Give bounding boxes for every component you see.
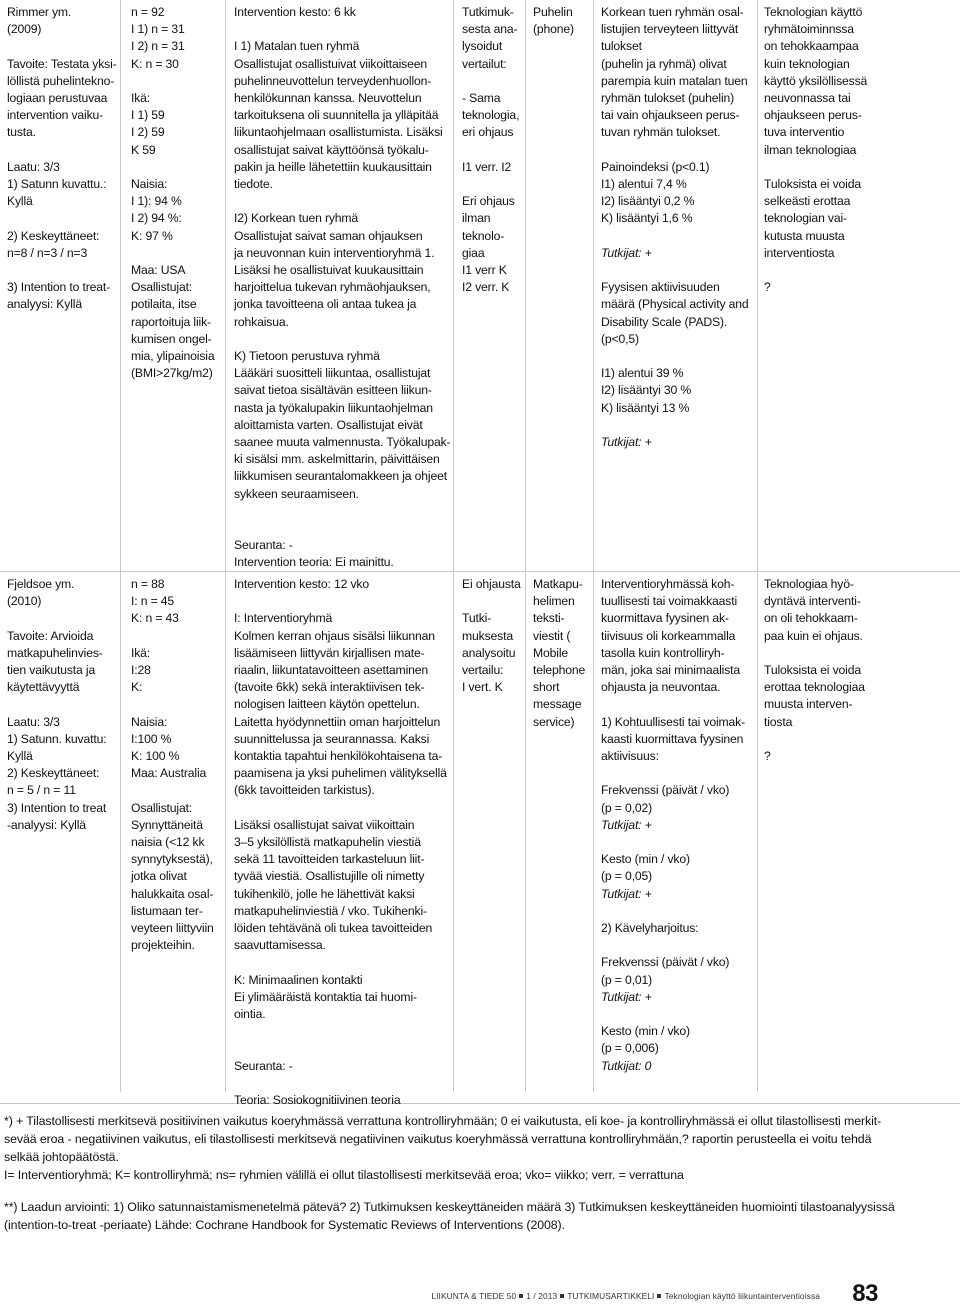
cell-line: vertailu: <box>462 663 504 677</box>
footnotes <box>4 1112 954 1234</box>
row1-technology-cell <box>533 4 574 38</box>
cell-line: helimen <box>533 594 575 609</box>
cell-line: -analyysi: Kyllä <box>7 817 86 832</box>
row2-technology-cell <box>533 576 585 731</box>
cell-line: Tavoite: Testata yksi- <box>7 56 117 71</box>
cell-line <box>234 1040 447 1057</box>
cell-line: Ikä: <box>131 91 151 105</box>
cell-line: teknologian vai- <box>764 211 847 226</box>
cell-line: Kyllä <box>7 749 33 763</box>
cell-line: män, joka sai minimaalista <box>601 663 741 678</box>
cell-line <box>764 731 865 748</box>
cell-line: 3) Intention to treat- <box>7 280 111 295</box>
row1-conclusion-cell <box>764 4 867 296</box>
cell-line <box>131 245 214 262</box>
cell-line: (p = 0,006) <box>601 1041 659 1056</box>
cell-line: 1) Satunn kuvattu.: <box>7 177 107 191</box>
cell-line: K: 100 % <box>131 749 180 763</box>
cell-line: ? <box>764 280 771 295</box>
cell-line: Tutkijat: 0 <box>601 1058 652 1073</box>
cell-line: on oli tehokkaam- <box>764 611 858 626</box>
cell-line: I1) alentui 7,4 % <box>601 177 687 192</box>
cell-line: Ei ohjausta <box>462 577 521 591</box>
cell-line: K) Tietoon perustuva ryhmä <box>234 349 380 364</box>
cell-line: naisia (<12 kk <box>131 835 205 849</box>
cell-line: Intervention kesto: 6 kk <box>234 5 356 19</box>
cell-line: Lisäksi osallistujat saivat viikoittain <box>234 817 415 832</box>
cell-line: 2) Kävelyharjoitus: <box>601 921 699 935</box>
cell-line: Tutkimuk- <box>462 5 514 19</box>
cell-line <box>131 696 214 713</box>
column-divider <box>120 0 121 1092</box>
cell-line <box>234 593 447 610</box>
cell-line <box>131 628 214 645</box>
cell-line: I2 verr. K <box>462 280 510 295</box>
cell-line: Tuloksista ei voida <box>764 177 861 192</box>
cell-line: Osallistujat: <box>131 800 193 815</box>
cell-line: Tuloksista ei voida <box>764 663 861 677</box>
cell-line: Tutki- <box>462 611 492 626</box>
cell-line: Fyysisen aktiivisuuden <box>601 280 720 295</box>
cell-line: (BMI>27kg/m2) <box>131 366 213 381</box>
cell-line: Laitetta hyödynnettiin oman harjoittelun <box>234 714 441 729</box>
cell-line: nasta ja työkalupakin liikuntaohjelman <box>234 400 433 415</box>
cell-line: K: n = 30 <box>131 56 179 71</box>
cell-line <box>234 520 450 537</box>
cell-line: logiaan perustuvaa <box>7 91 108 105</box>
cell-line <box>764 262 867 279</box>
page-number: 83 <box>852 1280 878 1307</box>
cell-line <box>234 1023 447 1040</box>
cell-line: selkeästi erottaa <box>764 194 851 209</box>
cell-line: lisäämiseen liittyvän kirjallisen mate- <box>234 645 425 660</box>
cell-line: listujien terveyteen liittyvät <box>601 22 739 37</box>
cell-line: Matkapu- <box>533 577 583 591</box>
cell-line: tuullisesti tai voimakkaasti <box>601 594 738 609</box>
cell-line <box>601 417 749 434</box>
cell-line: saivat tietoa sisältävän esitteen liikun- <box>234 383 432 398</box>
cell-line: I1) alentui 39 % <box>601 366 684 381</box>
cell-line: Osallistujat osallistuivat viikoittaiseen <box>234 56 427 71</box>
cell-line: kumisen ongel- <box>131 331 212 346</box>
journal-issue: 1 / 2013 <box>526 1291 558 1301</box>
cell-line: Osallistujat: <box>131 280 193 295</box>
cell-line: Ei ylimääräistä kontaktia tai huomi- <box>234 989 417 1004</box>
cell-line: 3–5 yksilöllistä matkapuhelin viestiä <box>234 835 421 850</box>
cell-line: Eri ohjaus <box>462 194 515 209</box>
cell-line: osallistujat saivat käyttöönsä työkalu- <box>234 142 429 157</box>
cell-line: neuvonnassa tai <box>764 91 851 106</box>
cell-line: kaasti kuormittava fyysinen <box>601 731 744 746</box>
cell-line: liikkumisen seurantalomakkeen ja ohjeet <box>234 469 447 484</box>
cell-line: vertailut: <box>462 56 507 71</box>
cell-line: telephone <box>533 663 586 678</box>
cell-line: mia, ylipainoisia <box>131 349 215 364</box>
column-divider <box>593 0 594 1092</box>
cell-line: tiivisuus oli korkeammalla <box>601 628 736 643</box>
cell-line: Intervention kesto: 12 vko <box>234 577 369 591</box>
cell-line: (phone) <box>533 22 574 37</box>
cell-line <box>462 593 521 610</box>
cell-line: Tutkijat: + <box>601 989 652 1004</box>
row2-study-cell <box>7 576 106 834</box>
cell-line: paa kuin ei ohjaus. <box>764 628 863 643</box>
cell-line: K: 97 % <box>131 228 173 243</box>
cell-line: on tehokkaampaa <box>764 39 859 54</box>
cell-line: Osallistujat saivat saman ohjauksen <box>234 228 423 243</box>
column-divider <box>525 0 526 1092</box>
cell-line: I 2) n = 31 <box>131 39 185 54</box>
cell-line: K: <box>131 680 143 695</box>
cell-line: (p = 0,05) <box>601 869 653 884</box>
cell-line: Lääkäri suositteli liikuntaa, osallistujat <box>234 366 431 381</box>
cell-line: (tavoite 6kk) sekä interaktiivisen tek- <box>234 680 425 695</box>
cell-line <box>601 1006 745 1023</box>
row-divider <box>0 571 960 572</box>
cell-line: I2) lisääntyi 0,2 % <box>601 194 695 209</box>
cell-line: aktiivisuus: <box>601 749 659 764</box>
cell-line: ohjausta ja neuvontaa. <box>601 680 721 695</box>
cell-line: 2) Keskeyttäneet: <box>7 766 100 781</box>
cell-line: (p<0,5) <box>601 331 639 346</box>
cell-line: määrä (Physical activity and <box>601 297 749 312</box>
cell-line: matkapuhelinviestiä / vko. Tukihenki- <box>234 903 427 918</box>
cell-line: löiden tehtävänä oli tukea tavoitteiden <box>234 921 433 936</box>
cell-line: Maa: Australia <box>131 766 207 781</box>
cell-line: n = 92 <box>131 5 165 19</box>
cell-line: potilaita, itse <box>131 297 197 312</box>
row1-participants-cell <box>131 4 214 382</box>
cell-line: pakin ja heille lähetettiin kuukausittain <box>234 159 432 174</box>
cell-line: Ikä: <box>131 645 151 660</box>
bullet-icon <box>519 1294 523 1298</box>
footnote-line: I= Interventioryhmä; K= kontrolliryhmä; ns= ryhmien välillä ei ollut tilastollisesti merkitsevää eroa; vko= viikko; verr. = verrattuna <box>4 1168 684 1182</box>
cell-line: I 2) 94 %: <box>131 211 182 226</box>
row1-results-cell <box>601 4 749 451</box>
cell-line: message <box>533 697 582 712</box>
bullet-icon <box>657 1294 661 1298</box>
cell-line: jotka olivat <box>131 869 187 884</box>
cell-line: Mobile <box>533 645 569 660</box>
section-name: TUTKIMUSARTIKKELI <box>567 1291 655 1301</box>
cell-line <box>601 696 745 713</box>
cell-line <box>234 331 450 348</box>
cell-line: erottaa teknologiaa <box>764 680 865 695</box>
cell-line: Laatu: 3/3 <box>7 714 60 729</box>
cell-line: Kesto (min / vko) <box>601 852 690 867</box>
cell-line: Intervention teoria: Ei mainittu. <box>234 555 394 570</box>
footnote-line: sevää eroa - negatiivinen vaikutus, eli tilastollisesti merkitsevä negatiivinen vaikutus koeryhmässä verrattuna kontrolliryhmään,? raportin perusteella ei voitu tehdä <box>4 1132 872 1146</box>
cell-line: ointia. <box>234 1007 266 1022</box>
cell-line: kontaktia tapahtui henkilökohtaisena ta- <box>234 749 443 764</box>
cell-line: löllistä puhelintekno- <box>7 73 115 88</box>
row2-participants-cell <box>131 576 214 954</box>
cell-line: Tavoite: Arvioida <box>7 628 94 643</box>
cell-line: tien vaikutusta ja <box>7 663 96 677</box>
cell-line: Maa: USA <box>131 263 186 277</box>
article-title: Teknologian käyttö liikuntainterventioissa <box>664 1291 820 1301</box>
column-divider <box>225 0 226 1092</box>
footnote-line: **) Laadun arviointi: 1) Oliko satunnaistamismenetelmä pätevä? 2) Tutkimuksen keskeyttäneiden määrä 3) Tutkimuksen keskeyttäneiden huomiointi tilastoanalyysissä <box>4 1200 895 1214</box>
cell-line: short <box>533 680 560 695</box>
row2-results-cell <box>601 576 745 1075</box>
cell-line: Synnyttäneitä <box>131 817 203 832</box>
cell-line <box>7 142 117 159</box>
cell-line: Korkean tuen ryhmän osal- <box>601 5 744 19</box>
cell-line: teknologia, <box>462 108 520 123</box>
cell-line: tulokset <box>601 39 642 54</box>
column-divider <box>453 0 454 1092</box>
row1-comparison-cell <box>462 4 519 296</box>
cell-line: I 1) n = 31 <box>131 22 185 37</box>
cell-line: sesta ana- <box>462 22 518 37</box>
cell-line: teksti- <box>533 611 565 626</box>
cell-line: Kolmen kerran ohjaus sisälsi liikunnan <box>234 628 435 643</box>
cell-line: (puhelin ja ryhmä) olivat <box>601 56 727 71</box>
cell-line: ilman <box>462 211 491 226</box>
cell-line: Tutkijat: + <box>601 435 652 449</box>
cell-line: paamisena ja yksi puhelimen välityksellä <box>234 766 447 781</box>
cell-line: tiosta <box>764 714 793 729</box>
row2-intervention-cell <box>234 576 447 1109</box>
cell-line <box>601 834 745 851</box>
cell-line: Frekvenssi (päivät / vko) <box>601 955 730 970</box>
journal-name: LIIKUNTA & TIEDE 50 <box>431 1291 517 1301</box>
cell-line: Seuranta: - <box>234 538 293 553</box>
cell-line: K) lisääntyi 13 % <box>601 400 690 415</box>
cell-line: 1) Kohtuullisesti tai voimak- <box>601 714 745 729</box>
cell-line: giaa <box>462 245 485 260</box>
cell-line: 2) Keskeyttäneet: <box>7 228 100 243</box>
cell-line <box>234 503 450 520</box>
cell-line: Kyllä <box>7 194 33 209</box>
cell-line: aloittamista varten. Osallistujat eivät <box>234 417 423 432</box>
cell-line <box>601 903 745 920</box>
cell-line: riaalin, liikuntatavoitteen asettaminen <box>234 663 429 677</box>
cell-line: service) <box>533 714 575 729</box>
cell-line <box>601 348 749 365</box>
cell-line: I: Interventioryhmä <box>234 611 333 626</box>
cell-line: eri ohjaus <box>462 125 514 140</box>
cell-line: käytettävyyttä <box>7 680 80 695</box>
cell-line: 3) Intention to treat <box>7 800 107 815</box>
cell-line <box>234 954 447 971</box>
cell-line: halukkaita osal- <box>131 886 214 901</box>
cell-line: saavuttamisessa. <box>234 938 326 953</box>
cell-line: n = 5 / n = 11 <box>7 783 76 798</box>
cell-line: sekä 11 tavoitteiden tarkasteluun liit- <box>234 852 425 867</box>
cell-line: I vert. K <box>462 680 503 695</box>
row1-study-cell <box>7 4 117 314</box>
cell-line: n=8 / n=3 / n=3 <box>7 245 88 260</box>
cell-line: tyvää viestiä. Osallistujille oli nimetty <box>234 869 425 884</box>
cell-line: projekteihin. <box>131 938 195 953</box>
cell-line: K: n = 43 <box>131 611 179 626</box>
cell-line: Interventioryhmässä koh- <box>601 577 735 591</box>
cell-line: tiedote. <box>234 177 273 192</box>
row2-comparison-cell <box>462 576 521 696</box>
cell-line: 1) Satunn. kuvattu: <box>7 731 107 746</box>
cell-line: rohkaisua. <box>234 314 289 329</box>
page-footer <box>0 1280 960 1310</box>
cell-line: (2009) <box>7 22 42 37</box>
cell-line: tuva interventio <box>764 125 845 140</box>
row1-intervention-cell <box>234 4 450 572</box>
cell-line: matkapuhelinvies- <box>7 645 103 660</box>
cell-line: muusta interven- <box>764 697 853 712</box>
bullet-icon <box>560 1294 564 1298</box>
cell-line: tai vain ohjaukseen perus- <box>601 108 740 123</box>
cell-line: I:100 % <box>131 731 172 746</box>
cell-line: Puhelin <box>533 5 573 19</box>
cell-line <box>131 159 214 176</box>
cell-line: puhelinneuvottelun terveydenhuollon- <box>234 73 432 88</box>
row-divider <box>0 1103 960 1104</box>
cell-line <box>462 73 519 90</box>
cell-line: Painoindeksi (p<0.1) <box>601 159 710 174</box>
cell-line: raportoituja liik- <box>131 314 211 329</box>
cell-line: (2010) <box>7 594 42 609</box>
cell-line: Tutkijat: + <box>601 817 652 832</box>
cell-line: muksesta <box>462 628 513 643</box>
cell-line: nologisen laitteen käytön opettelun. <box>234 697 420 712</box>
cell-line: ja neuvonnan kuin interventioryhmä 1. <box>234 245 435 260</box>
cell-line: tasolla kuin kontrolliryh- <box>601 645 725 660</box>
cell-line: (6kk tavoitteiden tarkistus). <box>234 783 375 798</box>
cell-line: parempia kuin matalan tuen <box>601 73 748 88</box>
cell-line <box>234 1075 447 1092</box>
cell-line: (p = 0,01) <box>601 972 653 987</box>
cell-line: kuin teknologian <box>764 56 850 71</box>
cell-line <box>462 176 519 193</box>
cell-line: K 59 <box>131 142 156 157</box>
cell-line: Teknologian käyttö <box>764 5 863 19</box>
cell-line: I1 verr. I2 <box>462 159 512 174</box>
cell-line: analyysi: Kyllä <box>7 297 82 312</box>
footnote-line: *) + Tilastollisesti merkitsevä positiivinen vaikutus koeryhmässä verrattuna kontrolliryhmään; 0 ei vaikutusta, eli koe- ja kontrolliryhmässä ei ollut tilastollisesti merkit- <box>4 1114 882 1128</box>
cell-line: kutusta muusta <box>764 228 845 243</box>
cell-line: I:28 <box>131 663 151 677</box>
cell-line <box>601 937 745 954</box>
cell-line: Lisäksi he osallistuivat kuukausittain <box>234 263 424 278</box>
cell-line: sykkeen seuraamiseen. <box>234 486 359 501</box>
cell-line: I 1): 94 % <box>131 194 182 209</box>
cell-line: harjoittelua tukevan ryhmäohjauksen, <box>234 280 431 295</box>
cell-line <box>234 800 447 817</box>
cell-line <box>7 210 117 227</box>
cell-line: tukihenkilö, jolle he lähettivät kaksi <box>234 886 415 901</box>
cell-line: ryhmän tulokset (puhelin) <box>601 91 735 106</box>
cell-line: Naisia: <box>131 714 168 729</box>
cell-line: I 2) 59 <box>131 125 165 140</box>
cell-line <box>601 262 749 279</box>
cell-line: veyteen liittyviin <box>131 921 214 936</box>
column-divider <box>757 0 758 1092</box>
cell-line: synnytyksestä), <box>131 852 213 867</box>
cell-line: Frekvenssi (päivät / vko) <box>601 783 730 798</box>
cell-line <box>601 228 749 245</box>
cell-line: kuormittava fyysinen ak- <box>601 611 729 626</box>
cell-line: lysoidut <box>462 39 503 54</box>
cell-line: ki sisälsi mm. askelmittarin, päivittäisen <box>234 452 440 467</box>
cell-line: interventiosta <box>764 245 835 260</box>
cell-line <box>234 193 450 210</box>
cell-line <box>7 262 117 279</box>
cell-line <box>234 21 450 38</box>
cell-line: Tutkijat: + <box>601 245 652 260</box>
cell-line: I1 verr K <box>462 263 507 277</box>
cell-line: Seuranta: - <box>234 1058 293 1073</box>
cell-line: ilman teknologiaa <box>764 142 857 157</box>
cell-line: Teoria: Sosiokognitiivinen teoria <box>234 1093 401 1107</box>
cell-line: viestit ( <box>533 628 571 643</box>
cell-line: Tutkijat: + <box>601 886 652 901</box>
cell-line: listumaan ter- <box>131 903 203 918</box>
cell-line: ? <box>764 749 771 763</box>
cell-line: tuvan ryhmän tulokset. <box>601 125 721 140</box>
cell-line: I 1) 59 <box>131 108 165 123</box>
cell-line: henkilökunnan kanssa. Neuvottelun <box>234 91 422 105</box>
cell-line <box>601 765 745 782</box>
cell-line: K: Minimaalinen kontakti <box>234 972 363 987</box>
cell-line: dyntävä interventi- <box>764 594 861 609</box>
cell-line: K) lisääntyi 1,6 % <box>601 211 693 226</box>
cell-line: saanee muuta valmennusta. Työkalupak- <box>234 435 451 450</box>
cell-line: intervention vaiku- <box>7 108 104 123</box>
cell-line: ryhmätoiminnssa <box>764 22 854 37</box>
cell-line: jonka tavoitteena oli antaa tukea ja <box>234 297 417 312</box>
cell-line: ohjaukseen perus- <box>764 108 862 123</box>
cell-line <box>131 73 214 90</box>
cell-line: tarkoituksena oli suunnitella ja ylläpitää <box>234 108 439 123</box>
cell-line: Teknologiaa hyö- <box>764 577 854 591</box>
cell-line: Kesto (min / vko) <box>601 1024 690 1039</box>
cell-line <box>764 159 867 176</box>
cell-line: Laatu: 3/3 <box>7 159 60 174</box>
footnote-line: selkää johtopäätöstä. <box>4 1150 119 1164</box>
cell-line <box>7 696 106 713</box>
row2-conclusion-cell <box>764 576 865 765</box>
cell-line <box>462 142 519 159</box>
cell-line: Fjeldsoe ym. <box>7 577 75 591</box>
cell-line: käyttö yksilöllisessä <box>764 73 868 88</box>
cell-line: I 1) Matalan tuen ryhmä <box>234 39 360 54</box>
footnote-spacer <box>4 1184 954 1198</box>
cell-line <box>131 782 214 799</box>
cell-line: teknolo- <box>462 228 505 243</box>
cell-line: I2) Korkean tuen ryhmä <box>234 211 359 226</box>
cell-line: Rimmer ym. <box>7 5 72 19</box>
cell-line <box>7 38 117 55</box>
cell-line: suunnittelussa ja seurannassa. Kaksi <box>234 731 430 746</box>
cell-line: n = 88 <box>131 577 165 591</box>
cell-line <box>764 645 865 662</box>
cell-line: Naisia: <box>131 177 168 191</box>
cell-line: - Sama <box>462 91 501 105</box>
cell-line: Disability Scale (PADS). <box>601 314 728 329</box>
cell-line: I: n = 45 <box>131 594 175 609</box>
footer-running-head <box>431 1291 820 1301</box>
cell-line: I2) lisääntyi 30 % <box>601 383 692 398</box>
footnote-line: (intention-to-treat -periaate) Lähde: Cochrane Handbook for Systematic Reviews of Interventions (2008). <box>4 1218 565 1232</box>
cell-line: analysoitu <box>462 645 516 660</box>
cell-line: (p = 0,02) <box>601 800 653 815</box>
cell-line: tusta. <box>7 125 36 140</box>
cell-line: liikuntaohjelmaan osallistumista. Lisäksi <box>234 125 443 140</box>
cell-line <box>7 610 106 627</box>
cell-line <box>601 142 749 159</box>
